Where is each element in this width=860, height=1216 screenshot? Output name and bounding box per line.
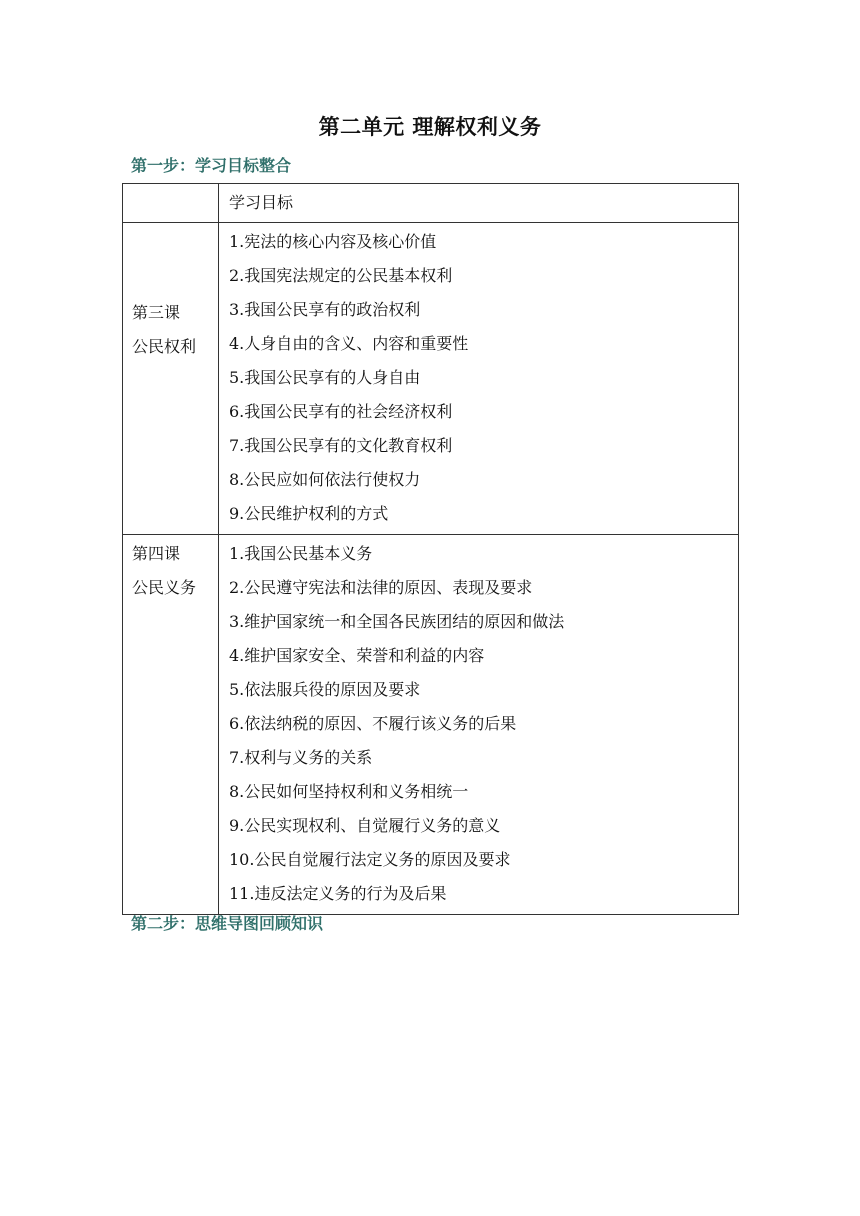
- learning-goals-table: [122, 183, 739, 915]
- list-item: 3.我国公民享有的政治权利: [229, 300, 421, 319]
- table-header-row: [123, 184, 739, 223]
- list-item: 2.我国宪法规定的公民基本权利: [229, 266, 453, 285]
- lesson3-label-cell: [123, 223, 219, 535]
- lesson4-row: [123, 535, 739, 915]
- list-item: 4.维护国家安全、荣誉和利益的内容: [229, 646, 485, 665]
- list-item: 1.宪法的核心内容及核心价值: [229, 232, 437, 251]
- lesson3-goals-cell: [219, 223, 739, 535]
- list-item: 9.公民实现权利、自觉履行义务的意义: [229, 816, 501, 835]
- header-empty-cell: [123, 184, 219, 223]
- list-item: 4.人身自由的含义、内容和重要性: [229, 334, 469, 353]
- list-item: 8.公民如何坚持权利和义务相统一: [229, 782, 469, 801]
- step2-heading: 第二步：思维导图回顾知识: [131, 914, 324, 933]
- header-goals-cell: [219, 184, 739, 223]
- list-item: 11.违反法定义务的行为及后果: [229, 884, 447, 903]
- lesson4-title: 公民义务: [132, 578, 197, 597]
- step1-heading: 第一步：学习目标整合: [131, 156, 292, 175]
- lesson3-goal-list: [219, 223, 738, 534]
- list-item: 7.权利与义务的关系: [229, 748, 373, 767]
- lesson3-row: [123, 223, 739, 535]
- list-item: 6.依法纳税的原因、不履行该义务的后果: [229, 714, 517, 733]
- list-item: 8.公民应如何依法行使权力: [229, 470, 421, 489]
- lesson4-goals-cell: [219, 535, 739, 915]
- lesson4-number: 第四课: [132, 544, 181, 563]
- lesson3-number: 第三课: [132, 303, 181, 322]
- lesson4-goal-list: [219, 535, 738, 914]
- lesson3-title: 公民权利: [132, 337, 197, 356]
- page-title: 第二单元 理解权利义务: [318, 114, 542, 139]
- list-item: 9.公民维护权利的方式: [229, 504, 389, 523]
- header-goals-label: 学习目标: [229, 193, 294, 212]
- list-item: 1.我国公民基本义务: [229, 544, 373, 563]
- list-item: 3.维护国家统一和全国各民族团结的原因和做法: [229, 612, 565, 631]
- list-item: 7.我国公民享有的文化教育权利: [229, 436, 453, 455]
- list-item: 2.公民遵守宪法和法律的原因、表现及要求: [229, 578, 533, 597]
- lesson4-label-cell: [123, 535, 219, 915]
- list-item: 5.我国公民享有的人身自由: [229, 368, 421, 387]
- list-item: 5.依法服兵役的原因及要求: [229, 680, 421, 699]
- list-item: 10.公民自觉履行法定义务的原因及要求: [229, 850, 511, 869]
- list-item: 6.我国公民享有的社会经济权利: [229, 402, 453, 421]
